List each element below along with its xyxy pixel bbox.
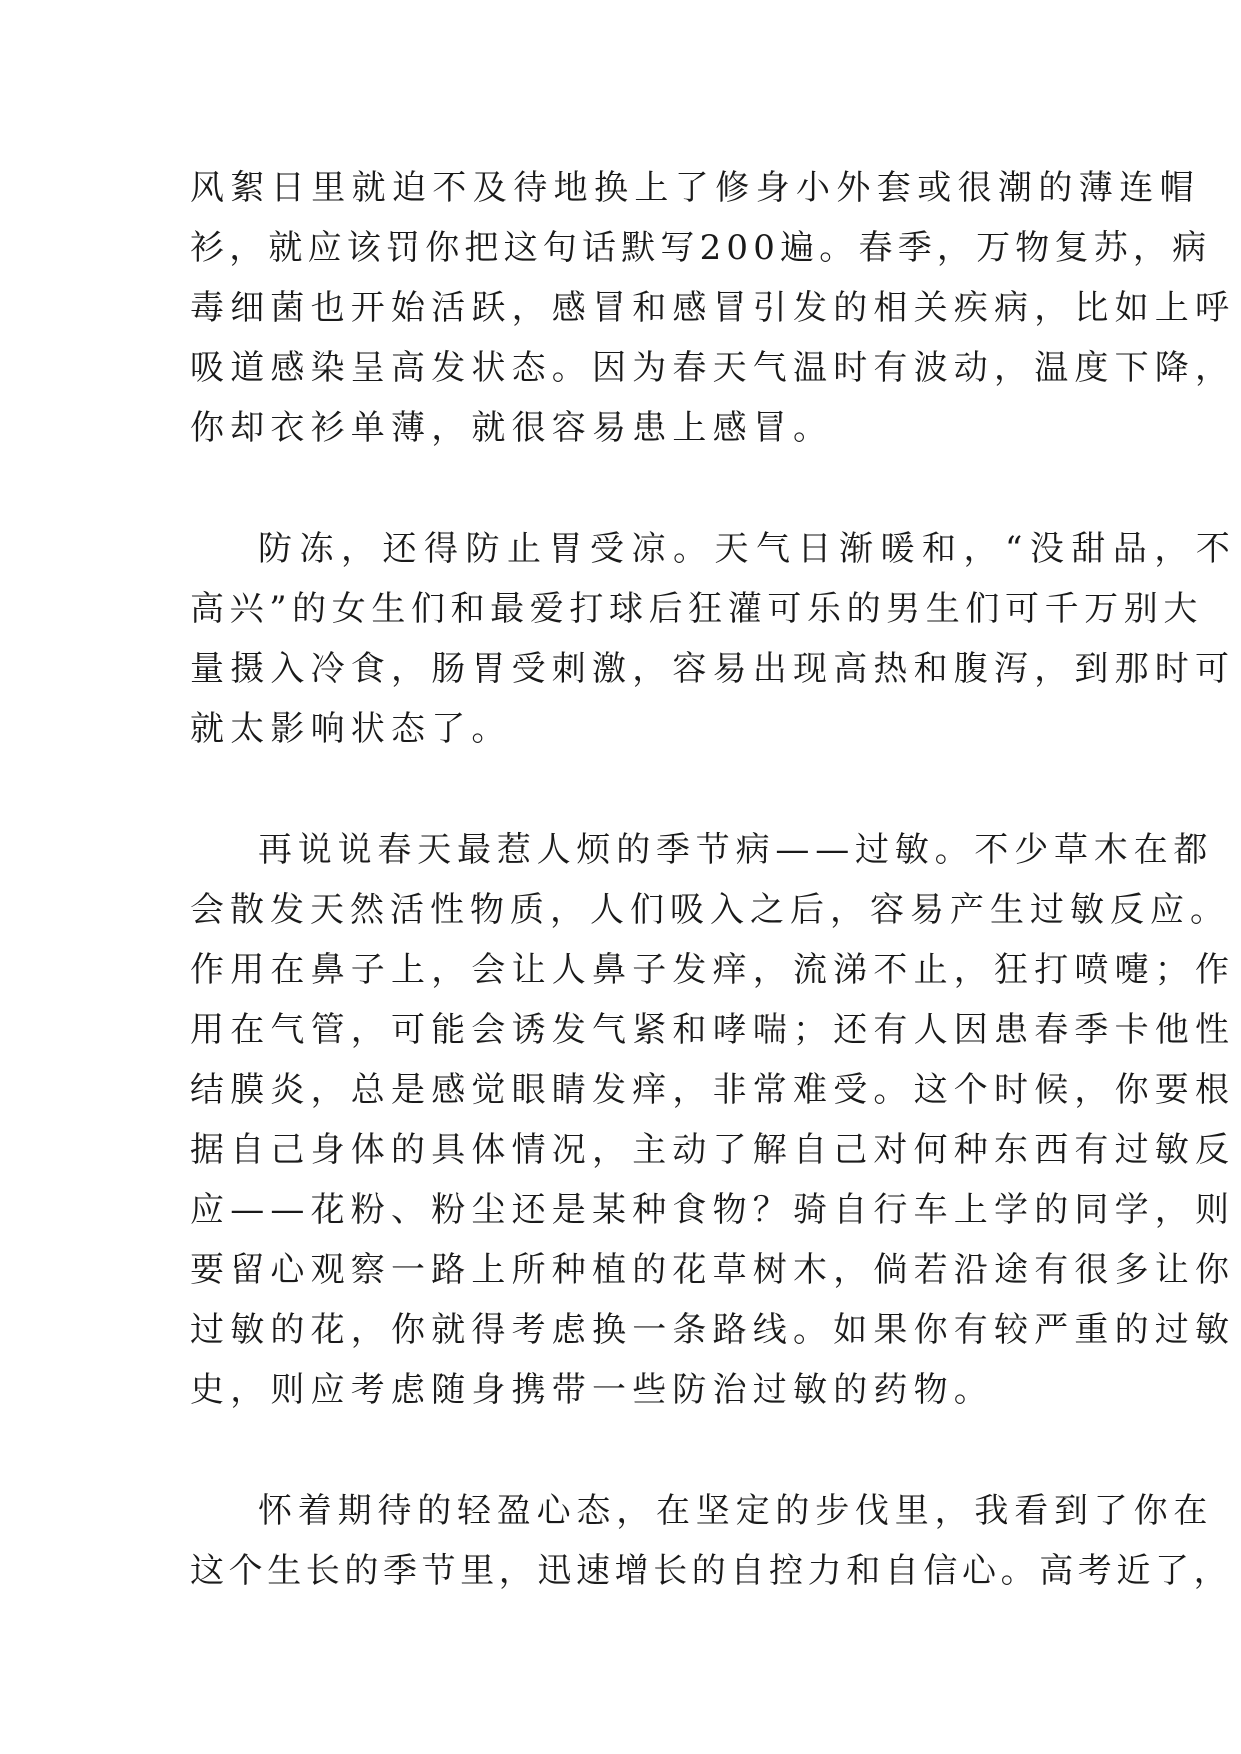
text-line: 量摄入冷食，肠胃受刺激，容易出现高热和腹泻，到那时可 xyxy=(190,649,1236,689)
text-line: 毒细菌也开始活跃，感冒和感冒引发的相关疾病，比如上呼 xyxy=(190,288,1236,328)
text-line: 结膜炎，总是感觉眼睛发痒，非常难受。这个时候，你要根 xyxy=(190,1070,1236,1110)
text-line: 防冻，还得防止胃受凉。天气日渐暖和，“没甜品，不 xyxy=(258,529,1238,569)
text-line: 要留心观察一路上所种植的花草树木，倘若沿途有很多让你 xyxy=(190,1250,1236,1290)
text-line: 据自己身体的具体情况，主动了解自己对何种东西有过敏反 xyxy=(190,1130,1236,1170)
text-line: 应——花粉、粉尘还是某种食物？骑自行车上学的同学，则 xyxy=(190,1190,1236,1230)
text-line: 衫，就应该罚你把这句话默写200遍。春季，万物复苏，病 xyxy=(190,228,1212,268)
text-line: 过敏的花，你就得考虑换一条路线。如果你有较严重的过敏 xyxy=(190,1310,1236,1350)
document-body xyxy=(190,158,1238,1601)
text-line: 会散发天然活性物质，人们吸入之后，容易产生过敏反应。 xyxy=(190,890,1230,930)
text-line: 怀着期待的轻盈心态，在坚定的步伐里，我看到了你在 xyxy=(258,1491,1214,1531)
text-line: 高兴”的女生们和最爱打球后狂灌可乐的男生们可千万别大 xyxy=(190,589,1203,629)
paragraph-allergy xyxy=(190,820,1236,1420)
text-line: 风絮日里就迫不及待地换上了修身小外套或很潮的薄连帽 xyxy=(190,168,1200,208)
text-line: 再说说春天最惹人烦的季节病——过敏。不少草木在都 xyxy=(258,830,1214,870)
text-line: 用在气管，可能会诱发气紧和哮喘；还有人因患春季卡他性 xyxy=(190,1010,1236,1050)
paragraph-stomach-chill xyxy=(190,519,1238,759)
paragraph-cold-prevention xyxy=(190,158,1236,458)
text-line: 就太影响状态了。 xyxy=(190,709,512,749)
text-line: 作用在鼻子上，会让人鼻子发痒，流涕不止，狂打喷嚏；作 xyxy=(190,950,1236,990)
text-line: 你却衣衫单薄，就很容易患上感冒。 xyxy=(190,408,834,448)
text-line: 这个生长的季节里，迅速增长的自控力和自信心。高考近了， xyxy=(190,1551,1233,1591)
text-line: 吸道感染呈高发状态。因为春天气温时有波动，温度下降， xyxy=(190,348,1236,388)
text-line: 史，则应考虑随身携带一些防治过敏的药物。 xyxy=(190,1370,994,1410)
paragraph-closing xyxy=(190,1481,1233,1601)
